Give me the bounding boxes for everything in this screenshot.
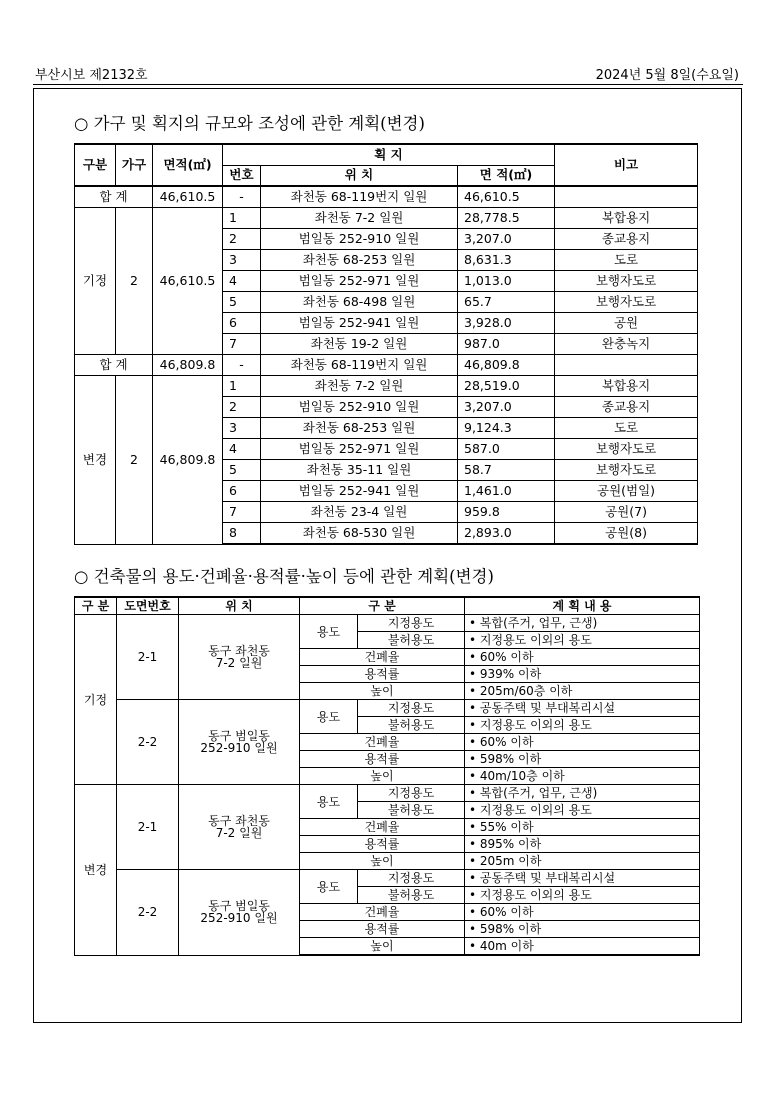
cell: 용적률 xyxy=(300,751,465,768)
cell xyxy=(179,870,300,956)
cell: 도로 xyxy=(555,418,698,439)
cell: 1 xyxy=(223,208,261,229)
cell: 공원 xyxy=(555,313,698,334)
cell: • 지정용도 이외의 용도 xyxy=(465,802,700,819)
cell: • 55% 이하 xyxy=(465,819,700,836)
cell: 범일동 252-971 일원 xyxy=(261,271,458,292)
th-lot-area: 면 적(㎡) xyxy=(458,166,555,187)
table-row xyxy=(75,615,700,632)
loc-line: 동구 범일동 xyxy=(208,899,270,914)
cell: 범일동 252-910 일원 xyxy=(261,229,458,250)
th-hoekji: 획 지 xyxy=(223,144,555,166)
cell: • 60% 이하 xyxy=(465,649,700,666)
cell: 7 xyxy=(223,334,261,355)
cell: 지정용도 xyxy=(358,785,465,802)
cell: 4 xyxy=(223,271,261,292)
cell: 2,893.0 xyxy=(458,523,555,545)
loc-line: 동구 범일동 xyxy=(208,729,270,743)
existing-gagu: 2 xyxy=(116,208,153,355)
cell: 보행자도로 xyxy=(555,439,698,460)
s2-existing-label: 기정 xyxy=(75,615,117,785)
cell: 2-2 xyxy=(117,870,179,956)
th2-gubun: 구 분 xyxy=(75,597,117,615)
cell: 1 xyxy=(223,376,261,397)
cell: 6 xyxy=(223,313,261,334)
cell: 28,519.0 xyxy=(458,376,555,397)
changed-total-area: 46,809.8 xyxy=(153,355,223,376)
cell: • 공동주택 및 부대복리시설 xyxy=(465,700,700,717)
loc-line: 252-910 일원 xyxy=(200,741,278,755)
th-no: 번호 xyxy=(223,166,261,187)
cell: 2 xyxy=(223,397,261,418)
cell: 종교용지 xyxy=(555,397,698,418)
existing-area: 46,610.5 xyxy=(153,208,223,355)
cell: 범일동 252-941 일원 xyxy=(261,313,458,334)
cell: • 598% 이하 xyxy=(465,751,700,768)
cell xyxy=(179,785,300,870)
existing-label: 기정 xyxy=(75,208,116,355)
cell: 좌천동 23-4 일원 xyxy=(261,502,458,523)
table-row xyxy=(75,700,700,717)
cell: • 939% 이하 xyxy=(465,666,700,683)
cell: 5 xyxy=(223,292,261,313)
cell: 지정용도 xyxy=(358,700,465,717)
cell: 3,207.0 xyxy=(458,397,555,418)
cell: 건폐율 xyxy=(300,649,465,666)
cell: 좌천동 7-2 일원 xyxy=(261,208,458,229)
loc-line: 252-910 일원 xyxy=(200,911,278,926)
cell: 보행자도로 xyxy=(555,271,698,292)
cell: 용도 xyxy=(300,700,358,734)
cell: 건폐율 xyxy=(300,734,465,751)
cell: 1,461.0 xyxy=(458,481,555,502)
cell: • 40m 이하 xyxy=(465,938,700,956)
table-row xyxy=(75,208,698,229)
cell: 5 xyxy=(223,460,261,481)
cell: 용도 xyxy=(300,870,358,904)
cell: • 60% 이하 xyxy=(465,734,700,751)
cell: 종교용지 xyxy=(555,229,698,250)
th-gagu: 가구 xyxy=(116,144,153,186)
cell: 3,207.0 xyxy=(458,229,555,250)
cell: • 40m/10층 이하 xyxy=(465,768,700,785)
existing-total-label: 합 계 xyxy=(75,186,153,208)
cell: 지정용도 xyxy=(358,870,465,887)
cell: • 복합(주거, 업무, 근생) xyxy=(465,785,700,802)
cell: 587.0 xyxy=(458,439,555,460)
changed-total-label: 합 계 xyxy=(75,355,153,376)
cell: 보행자도로 xyxy=(555,460,698,481)
th2-plan: 계 획 내 용 xyxy=(465,597,700,615)
cell: 2-1 xyxy=(117,785,179,870)
cell: 용도 xyxy=(300,785,358,819)
cell: • 지정용도 이외의 용도 xyxy=(465,632,700,649)
cell: 4 xyxy=(223,439,261,460)
cell: • 205m 이하 xyxy=(465,853,700,870)
cell: 불허용도 xyxy=(358,802,465,819)
section1-title: ○ 가구 및 획지의 규모와 조성에 관한 계획(변경) xyxy=(74,114,425,133)
cell: 46,809.8 xyxy=(458,355,555,376)
th-loc: 위 치 xyxy=(261,166,458,187)
th-gubun: 구분 xyxy=(75,144,116,186)
cell: • 60% 이하 xyxy=(465,904,700,921)
cell: 3,928.0 xyxy=(458,313,555,334)
cell: 좌천동 68-498 일원 xyxy=(261,292,458,313)
cell: 높이 xyxy=(300,853,465,870)
th2-category: 구 분 xyxy=(300,597,465,615)
table-row xyxy=(75,186,698,208)
cell: 7 xyxy=(223,502,261,523)
cell xyxy=(555,186,698,208)
cell: 높이 xyxy=(300,768,465,785)
cell: - xyxy=(223,186,261,208)
cell: 복합용지 xyxy=(555,208,698,229)
publication-number: 부산시보 제2132호 xyxy=(35,68,148,83)
th2-drawing-no: 도면번호 xyxy=(117,597,179,615)
cell: 좌천동 35-11 일원 xyxy=(261,460,458,481)
cell: 공원(범일) xyxy=(555,481,698,502)
cell: 3 xyxy=(223,250,261,271)
cell: • 지정용도 이외의 용도 xyxy=(465,887,700,904)
cell: 3 xyxy=(223,418,261,439)
cell: 좌천동 68-119번지 일원 xyxy=(261,186,458,208)
cell: • 895% 이하 xyxy=(465,836,700,853)
section2-title: ○ 건축물의 용도·건폐율·용적률·높이 등에 관한 계획(변경) xyxy=(74,567,494,586)
th2-loc: 위 치 xyxy=(179,597,300,615)
cell: 46,610.5 xyxy=(458,186,555,208)
cell: 공원(7) xyxy=(555,502,698,523)
cell: 959.8 xyxy=(458,502,555,523)
cell: 28,778.5 xyxy=(458,208,555,229)
cell xyxy=(179,700,300,785)
changed-gagu: 2 xyxy=(116,376,153,545)
cell: 용적률 xyxy=(300,666,465,683)
table-row xyxy=(75,785,700,802)
s2-changed-label: 변경 xyxy=(75,785,117,956)
cell: • 205m/60층 이하 xyxy=(465,683,700,700)
cell xyxy=(555,355,698,376)
cell: 건폐율 xyxy=(300,819,465,836)
cell: 건폐율 xyxy=(300,904,465,921)
cell: 6 xyxy=(223,481,261,502)
cell: 2-2 xyxy=(117,700,179,785)
loc-line: 동구 좌천동 xyxy=(208,814,270,828)
cell: 좌천동 68-253 일원 xyxy=(261,418,458,439)
cell: 공원(8) xyxy=(555,523,698,545)
cell: 9,124.3 xyxy=(458,418,555,439)
cell: 용적률 xyxy=(300,921,465,938)
cell: 용도 xyxy=(300,615,358,649)
loc-line: 7-2 일원 xyxy=(215,656,263,670)
cell: 좌천동 68-119번지 일원 xyxy=(261,355,458,376)
header-rule xyxy=(33,84,743,85)
building-use-plan-table xyxy=(74,596,700,956)
loc-line: 7-2 일원 xyxy=(215,826,263,840)
cell: 불허용도 xyxy=(358,632,465,649)
cell: 완충녹지 xyxy=(555,334,698,355)
cell: 58.7 xyxy=(458,460,555,481)
cell: 높이 xyxy=(300,683,465,700)
cell: 범일동 252-910 일원 xyxy=(261,397,458,418)
cell: 복합용지 xyxy=(555,376,698,397)
cell: 8,631.3 xyxy=(458,250,555,271)
cell: 1,013.0 xyxy=(458,271,555,292)
block-lot-plan-table xyxy=(74,143,698,545)
cell: 좌천동 19-2 일원 xyxy=(261,334,458,355)
cell: 보행자도로 xyxy=(555,292,698,313)
cell: • 598% 이하 xyxy=(465,921,700,938)
cell xyxy=(179,615,300,700)
cell: 불허용도 xyxy=(358,717,465,734)
cell: 좌천동 68-530 일원 xyxy=(261,523,458,545)
cell: 높이 xyxy=(300,938,465,956)
cell: • 공동주택 및 부대복리시설 xyxy=(465,870,700,887)
changed-label: 변경 xyxy=(75,376,116,545)
cell: 좌천동 68-253 일원 xyxy=(261,250,458,271)
loc-line: 동구 좌천동 xyxy=(208,644,270,658)
table-row xyxy=(75,376,698,397)
cell: - xyxy=(223,355,261,376)
cell: 지정용도 xyxy=(358,615,465,632)
publication-date: 2024년 5월 8일(수요일) xyxy=(595,68,739,83)
cell: 도로 xyxy=(555,250,698,271)
cell: • 복합(주거, 업무, 근생) xyxy=(465,615,700,632)
cell: 범일동 252-941 일원 xyxy=(261,481,458,502)
table-row xyxy=(75,355,698,376)
cell: • 지정용도 이외의 용도 xyxy=(465,717,700,734)
cell: 불허용도 xyxy=(358,887,465,904)
th-area: 면적(㎡) xyxy=(153,144,223,186)
cell: 2 xyxy=(223,229,261,250)
cell: 987.0 xyxy=(458,334,555,355)
cell: 범일동 252-971 일원 xyxy=(261,439,458,460)
cell: 8 xyxy=(223,523,261,545)
changed-area: 46,809.8 xyxy=(153,376,223,545)
existing-total-area: 46,610.5 xyxy=(153,186,223,208)
cell: 용적률 xyxy=(300,836,465,853)
table-row xyxy=(75,870,700,887)
cell: 2-1 xyxy=(117,615,179,700)
cell: 65.7 xyxy=(458,292,555,313)
th-bigo: 비고 xyxy=(555,144,698,186)
cell: 좌천동 7-2 일원 xyxy=(261,376,458,397)
